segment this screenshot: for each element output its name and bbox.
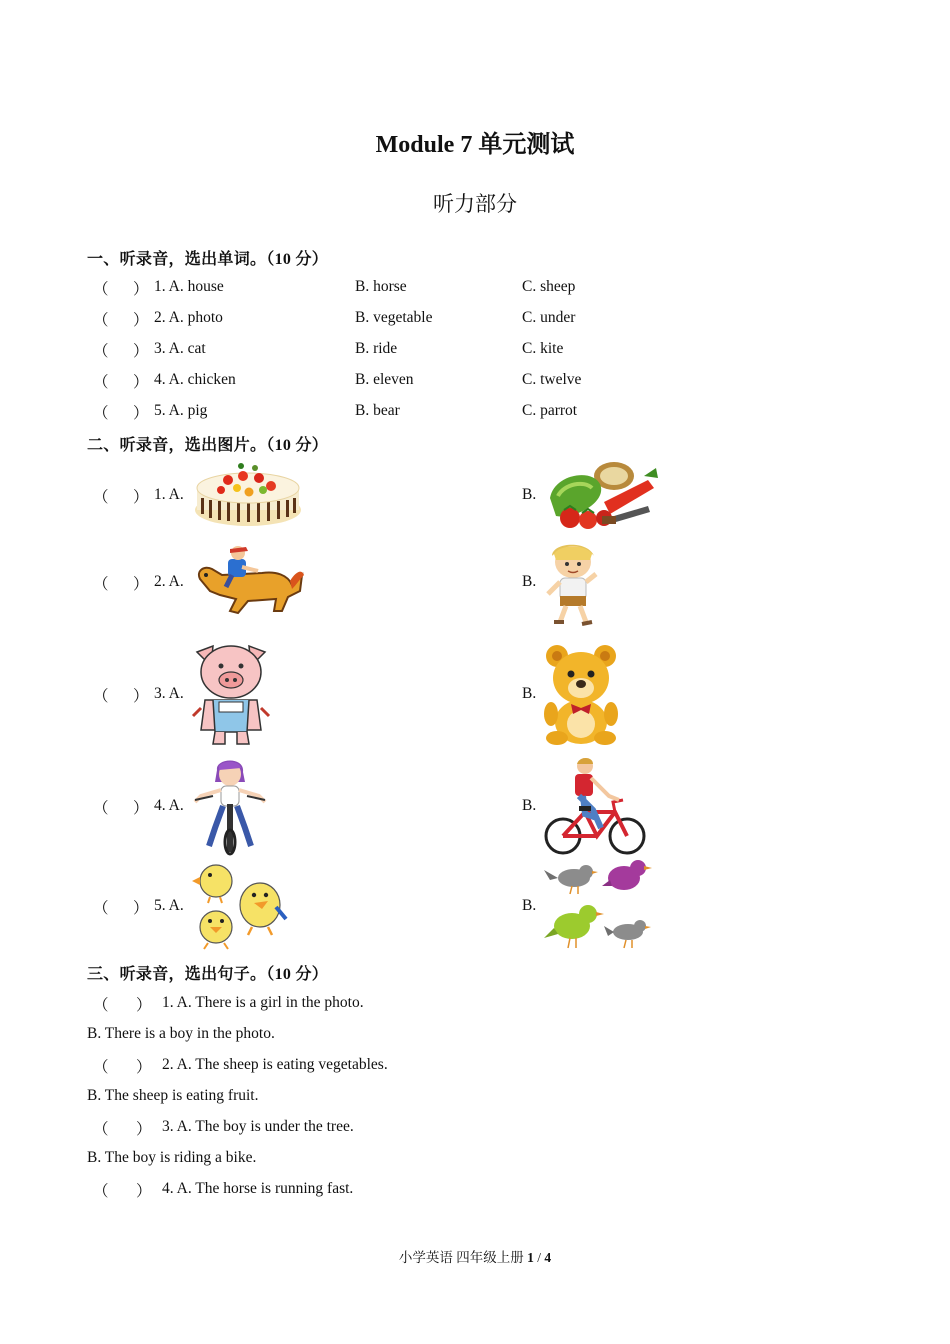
option-a-label: 3. A. <box>154 685 184 702</box>
answer-paren-close: ） <box>133 489 149 506</box>
page-total: 4 <box>544 1250 552 1265</box>
answer-paren-open[interactable]: （ <box>93 900 109 917</box>
sentence-option-b: B. The sheep is eating fruit. <box>87 1087 259 1104</box>
option-b: B. eleven <box>355 371 414 388</box>
page-subtitle: 听力部分 <box>433 192 517 216</box>
option-a: 1. A. house <box>154 278 224 295</box>
section-3-heading: 三、听录音，选出句子。（10 分） <box>87 966 329 983</box>
sentence-option-a: 2. A. The sheep is eating vegetables. <box>162 1056 388 1073</box>
option-a-label: 1. A. <box>154 486 184 503</box>
sentence-option-a: 3. A. The boy is under the tree. <box>162 1118 354 1135</box>
answer-paren-close: ） <box>133 374 149 391</box>
answer-paren-open[interactable]: （ <box>93 688 109 705</box>
answer-paren-open[interactable]: （ <box>93 576 109 593</box>
answer-paren-open[interactable]: （ <box>93 374 109 391</box>
boy-riding-bike-image <box>543 756 647 856</box>
chicks-image <box>192 857 286 951</box>
answer-paren-close: ） <box>136 1121 152 1138</box>
answer-paren-close: ） <box>133 405 149 422</box>
sentence-option-a: 4. A. The horse is running fast. <box>162 1180 354 1197</box>
answer-paren-close: ） <box>133 281 149 298</box>
option-c: C. kite <box>522 340 564 357</box>
page-title: Module 7 单元测试 <box>375 132 575 158</box>
section-1-heading: 一、听录音，选出单词。（10 分） <box>87 251 329 268</box>
answer-paren-open[interactable]: （ <box>93 312 109 329</box>
answer-paren-close: ） <box>133 688 149 705</box>
option-b-label: B. <box>522 573 537 590</box>
option-a-label: 2. A. <box>154 573 184 590</box>
answer-paren-close: ） <box>136 1183 152 1200</box>
answer-paren-open[interactable]: （ <box>93 281 109 298</box>
pig-image <box>191 642 271 746</box>
vegetables-image <box>544 458 658 532</box>
answer-paren-close: ） <box>136 1059 152 1076</box>
option-b: B. ride <box>355 340 398 357</box>
answer-paren-close: ） <box>133 312 149 329</box>
answer-paren-open[interactable]: （ <box>93 1059 109 1076</box>
option-b-label: B. <box>522 486 537 503</box>
answer-paren-open[interactable]: （ <box>93 489 109 506</box>
boy-riding-horse-image <box>192 545 304 619</box>
answer-paren-open[interactable]: （ <box>93 1183 109 1200</box>
answer-paren-open[interactable]: （ <box>93 405 109 422</box>
option-b: B. horse <box>355 278 407 295</box>
option-b-label: B. <box>522 897 537 914</box>
option-c: C. twelve <box>522 371 582 388</box>
page-footer <box>0 1246 950 1266</box>
option-b-label: B. <box>522 685 537 702</box>
option-c: C. parrot <box>522 402 578 419</box>
option-a-label: 5. A. <box>154 897 184 914</box>
option-b: B. vegetable <box>355 309 433 326</box>
answer-paren-close: ） <box>133 576 149 593</box>
birthday-cake-image <box>193 458 303 530</box>
option-b-label: B. <box>522 797 537 814</box>
option-a-label: 4. A. <box>154 797 184 814</box>
teddy-bear-image <box>543 642 619 746</box>
footer-text: 小学英语 四年级上册 <box>398 1250 524 1265</box>
option-b: B. bear <box>355 402 400 419</box>
answer-paren-open[interactable]: （ <box>93 800 109 817</box>
option-a: 3. A. cat <box>154 340 206 357</box>
answer-paren-close: ） <box>133 800 149 817</box>
option-a: 4. A. chicken <box>154 371 236 388</box>
girl-riding-bike-image <box>193 756 267 854</box>
sentence-option-b: B. The boy is riding a bike. <box>87 1149 257 1166</box>
answer-paren-open[interactable]: （ <box>93 997 109 1014</box>
birds-image <box>544 856 654 952</box>
answer-paren-open[interactable]: （ <box>93 1121 109 1138</box>
answer-paren-open[interactable]: （ <box>93 343 109 360</box>
running-boy-image <box>542 538 602 626</box>
option-c: C. sheep <box>522 278 576 295</box>
section-2-heading: 二、听录音，选出图片。（10 分） <box>87 437 329 454</box>
answer-paren-close: ） <box>133 900 149 917</box>
sentence-option-b: B. There is a boy in the photo. <box>87 1025 275 1042</box>
option-a: 5. A. pig <box>154 402 208 419</box>
option-c: C. under <box>522 309 576 326</box>
answer-paren-close: ） <box>136 997 152 1014</box>
answer-paren-close: ） <box>133 343 149 360</box>
page-number: 1 <box>527 1250 534 1265</box>
page-separator: / <box>537 1250 541 1265</box>
option-a: 2. A. photo <box>154 309 223 326</box>
sentence-option-a: 1. A. There is a girl in the photo. <box>162 994 364 1011</box>
